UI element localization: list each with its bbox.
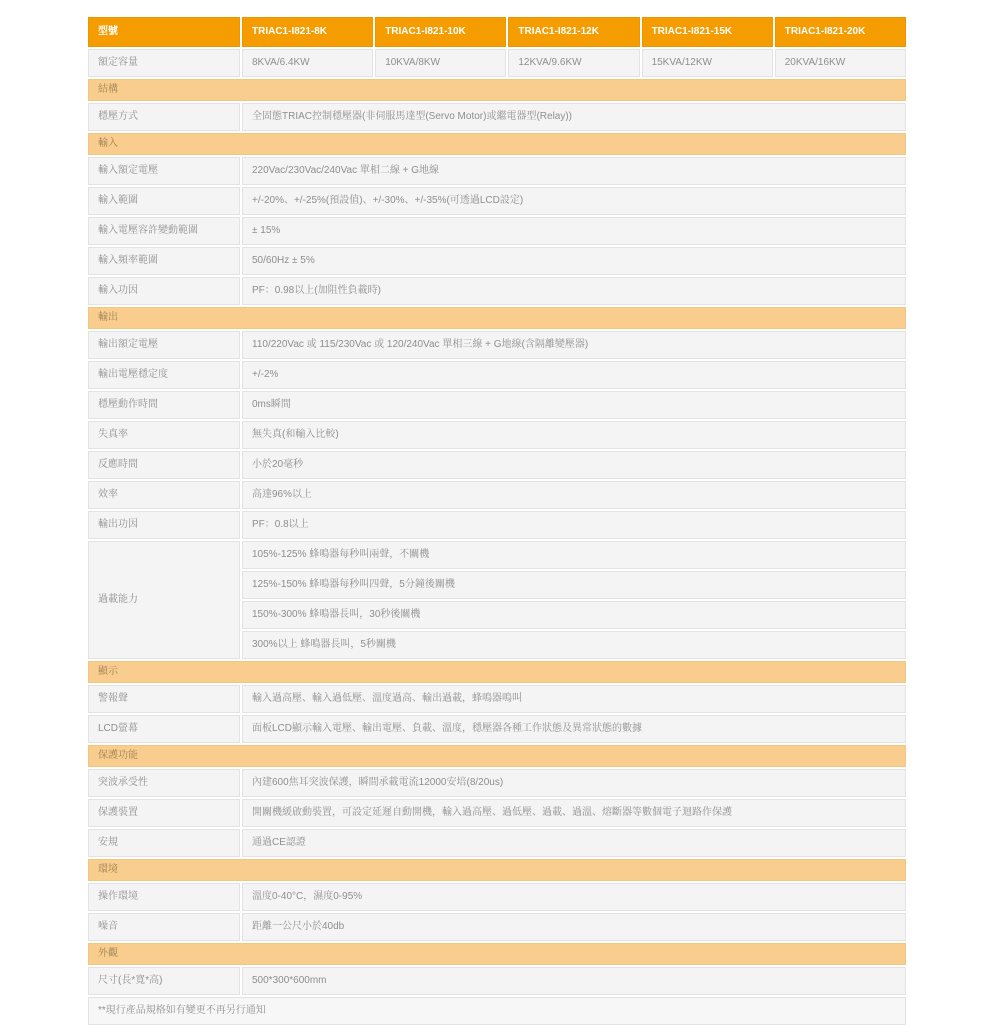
- spec-row: [88, 217, 906, 245]
- spec-label-cell: 失真率: [88, 421, 240, 449]
- spec-value-cell: +/-20%、+/-25%(預設值)、+/-30%、+/-35%(可透過LCD設定): [242, 187, 906, 215]
- spec-row: [88, 541, 906, 569]
- spec-value-cell: 溫度0-40°C，濕度0-95%: [242, 883, 906, 911]
- spec-label-cell: 輸入頻率範圍: [88, 247, 240, 275]
- spec-label-cell: 輸入電壓容許變動範圍: [88, 217, 240, 245]
- spec-label-cell: 輸出額定電壓: [88, 331, 240, 359]
- spec-row: [88, 451, 906, 479]
- section-row: [88, 943, 906, 965]
- spec-row: [88, 421, 906, 449]
- model-name-cell: TRIAC1-I821-8K: [242, 17, 373, 47]
- spec-value-cell: +/-2%: [242, 361, 906, 389]
- spec-row: [88, 913, 906, 941]
- spec-value-cell: 全固態TRIAC控制穩壓器(非伺服馬達型(Servo Motor)或繼電器型(Relay)): [242, 103, 906, 131]
- section-row: [88, 745, 906, 767]
- spec-row: [88, 247, 906, 275]
- spec-table-body: [88, 17, 906, 1025]
- model-name-cell: TRIAC1-I821-15K: [642, 17, 773, 47]
- spec-row: [88, 391, 906, 419]
- section-header: 輸出: [88, 307, 906, 329]
- spec-label-cell: 安規: [88, 829, 240, 857]
- spec-row: [88, 715, 906, 743]
- section-header: 顯示: [88, 661, 906, 683]
- footnote-cell: **現行產品規格如有變更不再另行通知: [88, 997, 906, 1025]
- spec-label-cell: 輸入功因: [88, 277, 240, 305]
- spec-row: [88, 511, 906, 539]
- spec-row: [88, 481, 906, 509]
- spec-value-cell: 500*300*600mm: [242, 967, 906, 995]
- spec-label-cell: 保護裝置: [88, 799, 240, 827]
- spec-row: [88, 799, 906, 827]
- spec-row: [88, 277, 906, 305]
- spec-value-cell: 220Vac/230Vac/240Vac 單相二線 + G地線: [242, 157, 906, 185]
- spec-label-cell: 尺寸(長*寬*高): [88, 967, 240, 995]
- spec-value-cell: 通過CE認證: [242, 829, 906, 857]
- spec-value-cell: 15KVA/12KW: [642, 49, 773, 77]
- spec-value-cell: 150%-300% 蜂鳴器長叫，30秒後關機: [242, 601, 906, 629]
- spec-value-cell: 105%-125% 蜂鳴器每秒叫兩聲，不關機: [242, 541, 906, 569]
- section-header: 輸入: [88, 133, 906, 155]
- note-row: [88, 997, 906, 1025]
- spec-value-cell: 小於20毫秒: [242, 451, 906, 479]
- spec-value-cell: 高達96%以上: [242, 481, 906, 509]
- section-row: [88, 133, 906, 155]
- spec-value-cell: 8KVA/6.4KW: [242, 49, 373, 77]
- model-name-cell: TRIAC1-I821-12K: [508, 17, 639, 47]
- spec-row: [88, 967, 906, 995]
- spec-label-cell: 警報聲: [88, 685, 240, 713]
- spec-value-cell: 12KVA/9.6KW: [508, 49, 639, 77]
- spec-row: [88, 157, 906, 185]
- section-row: [88, 859, 906, 881]
- spec-value-cell: 125%-150% 蜂鳴器每秒叫四聲，5分鐘後關機: [242, 571, 906, 599]
- spec-row: [88, 49, 906, 77]
- spec-value-cell: 面板LCD顯示輸入電壓、輸出電壓、負載、溫度，穩壓器各種工作狀態及異常狀態的數據: [242, 715, 906, 743]
- spec-label-cell: 額定容量: [88, 49, 240, 77]
- model-col-label: 型號: [88, 17, 240, 47]
- spec-value-cell: 距離一公尺小於40db: [242, 913, 906, 941]
- spec-row: [88, 829, 906, 857]
- spec-label-cell: 噪音: [88, 913, 240, 941]
- section-row: [88, 307, 906, 329]
- section-header: 結構: [88, 79, 906, 101]
- spec-label-cell: 輸入範圍: [88, 187, 240, 215]
- spec-label-cell: 輸出電壓穩定度: [88, 361, 240, 389]
- spec-label-cell: 輸出功因: [88, 511, 240, 539]
- spec-row: [88, 331, 906, 359]
- spec-label-cell: 效率: [88, 481, 240, 509]
- section-header: 保護功能: [88, 745, 906, 767]
- spec-value-cell: 300%以上 蜂鳴器長叫，5秒關機: [242, 631, 906, 659]
- spec-label-cell: 反應時間: [88, 451, 240, 479]
- section-header: 外觀: [88, 943, 906, 965]
- section-row: [88, 79, 906, 101]
- spec-row: [88, 103, 906, 131]
- spec-value-cell: 開關機緩啟動裝置，可設定延遲自動開機，輸入過高壓、過低壓、過載、過溫、熔斷器等數個電子迴路作保護: [242, 799, 906, 827]
- spec-value-cell: 50/60Hz ± 5%: [242, 247, 906, 275]
- spec-row: [88, 883, 906, 911]
- spec-row: [88, 187, 906, 215]
- spec-value-cell: 無失真(和輸入比較): [242, 421, 906, 449]
- spec-label-cell: 輸入額定電壓: [88, 157, 240, 185]
- model-header-row: [88, 17, 906, 47]
- spec-value-cell: 輸入過高壓、輸入過低壓、溫度過高、輸出過載，蜂鳴器鳴叫: [242, 685, 906, 713]
- spec-value-cell: PF：0.8以上: [242, 511, 906, 539]
- spec-table: [86, 15, 908, 1027]
- spec-value-cell: 20KVA/16KW: [775, 49, 906, 77]
- spec-value-cell: 0ms瞬間: [242, 391, 906, 419]
- spec-value-cell: 10KVA/8KW: [375, 49, 506, 77]
- spec-label-cell: 穩壓方式: [88, 103, 240, 131]
- spec-row: [88, 685, 906, 713]
- spec-label-cell: 穩壓動作時間: [88, 391, 240, 419]
- spec-value-cell: 內建600焦耳突波保護，瞬間承載電流12000安培(8/20us): [242, 769, 906, 797]
- section-header: 環境: [88, 859, 906, 881]
- model-name-cell: TRIAC1-I821-10K: [375, 17, 506, 47]
- section-row: [88, 661, 906, 683]
- spec-label-cell: 過載能力: [88, 541, 240, 659]
- spec-page: [86, 15, 908, 1027]
- spec-row: [88, 361, 906, 389]
- spec-label-cell: 操作環境: [88, 883, 240, 911]
- spec-label-cell: 突波承受性: [88, 769, 240, 797]
- model-name-cell: TRIAC1-I821-20K: [775, 17, 906, 47]
- spec-value-cell: ± 15%: [242, 217, 906, 245]
- spec-row: [88, 769, 906, 797]
- spec-value-cell: PF：0.98以上(加阻性負載時): [242, 277, 906, 305]
- spec-value-cell: 110/220Vac 或 115/230Vac 或 120/240Vac 單相三線 + G地線(含隔離變壓器): [242, 331, 906, 359]
- spec-label-cell: LCD螢幕: [88, 715, 240, 743]
